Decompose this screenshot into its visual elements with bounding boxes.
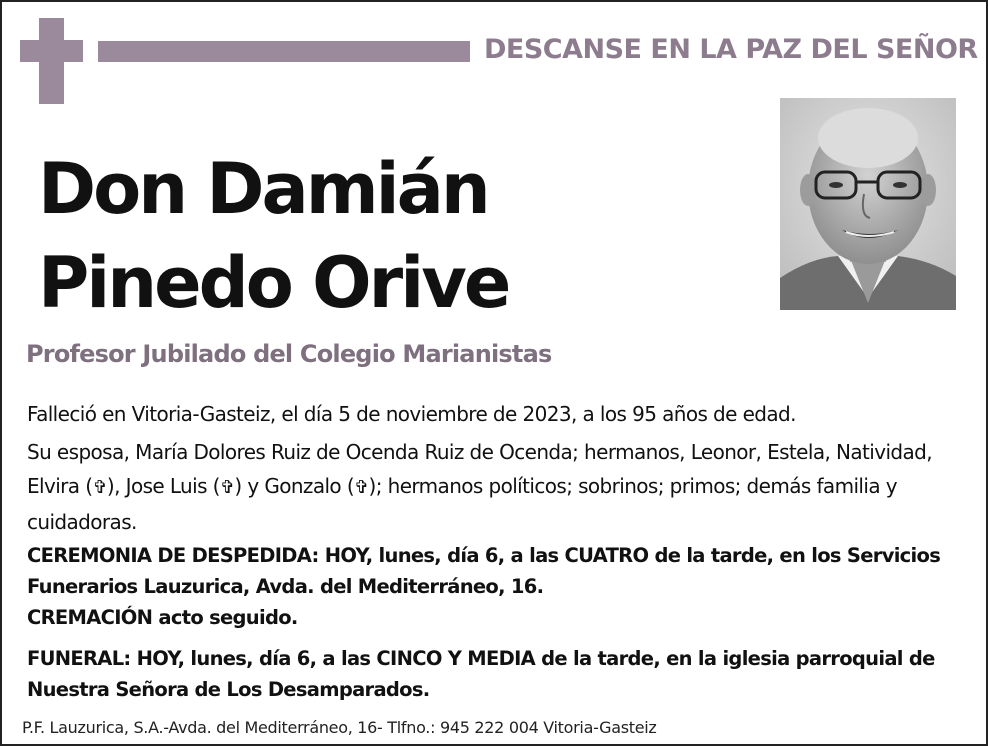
death-statement: Falleció en Vitoria-Gasteiz, el día 5 de noviembre de 2023, a los 95 años de edad. — [27, 402, 796, 426]
funeral-info: FUNERAL: HOY, lunes, día 6, a las CINCO Y MEDIA de la tarde, en la iglesia parroquial de Nuestra Señora de Los Desamparados. — [27, 647, 935, 701]
cremation-info: CREMACIÓN acto seguido. — [27, 606, 298, 629]
portrait-photo-icon — [780, 98, 956, 310]
funeral-home-footer: P.F. Lauzurica, S.A.-Avda. del Mediterráneo, 16- Tlfno.: 945 222 004 Vitoria-Gasteiz — [22, 718, 657, 737]
cross-icon-arm — [20, 40, 83, 62]
family-list — [27, 435, 972, 539]
header-title: DESCANSE EN LA PAZ DEL SEÑOR — [484, 34, 978, 65]
family-text-2: ), Jose Luis ( — [106, 474, 220, 498]
name-line-2: Pinedo Orive — [38, 242, 509, 324]
cross-icon: ✞ — [219, 477, 235, 498]
cross-icon: ✞ — [354, 477, 369, 498]
cross-icon: ✞ — [92, 477, 107, 498]
header-rule — [98, 41, 470, 62]
family-text-4: ); hermanos políticos; sobrinos; primos; demás familia y cuidadoras. — [27, 474, 897, 534]
name-line-1: Don Damián — [38, 148, 488, 230]
notice-body — [27, 397, 972, 539]
family-text-3: ) y Gonzalo ( — [234, 474, 355, 498]
ceremony-info: CEREMONIA DE DESPEDIDA: HOY, lunes, día 6, a las CUATRO de la tarde, en los Servicios Funerarios Lauzurica, Avda. del Mediterráneo, 16. — [27, 544, 941, 598]
deceased-title: Profesor Jubilado del Colegio Marianistas — [26, 340, 552, 368]
deceased-name — [38, 142, 508, 330]
ceremony-details — [27, 540, 972, 705]
portrait-photo — [780, 98, 956, 310]
family-text-1: Su esposa, María Dolores Ruiz de Ocenda Ruiz de Ocenda; hermanos, Leonor, Estela, Natividad, Elvira ( — [27, 440, 933, 498]
